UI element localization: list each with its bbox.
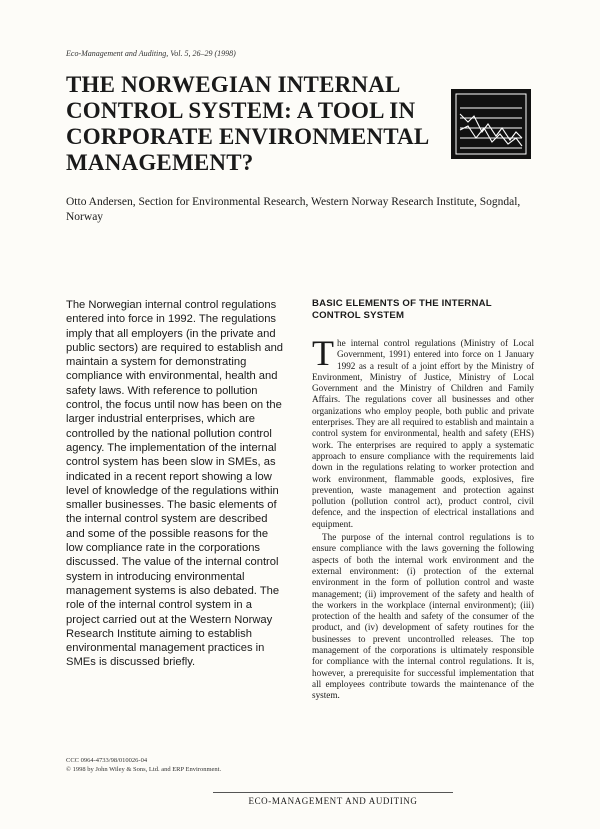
paragraph-1 [312,333,534,530]
running-footer: ECO-MANAGEMENT AND AUDITING [213,792,453,806]
paragraph-2: The purpose of the internal control regulations is to ensure compliance with the laws governing the following aspects of both the internal work environment and the external environment: (i) protection of the external environment in the form of pollution control and waste management; (ii) improvement of the safety and health of the workers in the workplace (internal environment); (iii) protection of the health and safety of the consumer of the product, and (iv) development of safety routines for the businesses to prevent uncontrolled releases. The top management of the corporations is ultimately responsible for compliance with the internal control regulations. It is, however, a prerequisite for successful implementation that all employees contribute towards the maintenance of the system. [312,532,534,701]
copyright-block [66,756,296,774]
abstract: The Norwegian internal control regulations entered into force in 1992. The regulations imply that all employers (in the private and public sectors) are required to establish and maintain a system for demonstrating compliance with environmental, health and safety laws. With reference to pollution control, the focus until now has been on the larger industrial enterprises, which are controlled by the national pollution control agency. The implementation of the internal control system has been slow in SMEs, as indicated in a recent report showing a low level of knowledge of the regulations within smaller businesses. The basic elements of the internal control system are described and some of the possible reasons for the low compliance rate in the corporations discussed. The value of the internal control system in introducing environmental management systems is also debated. The role of the internal control system in a project carried out at the Western Norway Research Institute aiming to establish environmental management practices in SMEs is discussed briefly. [66,299,284,669]
journal-logo [450,88,532,160]
copyright-line: © 1998 by John Wiley & Sons, Ltd. and ERP Environment. [66,766,222,773]
body-column [312,298,534,702]
drop-cap: T [312,333,334,373]
journal-citation: Eco-Management and Auditing, Vol. 5, 26–29 (1998) [66,49,236,58]
author-affiliation: Otto Andersen, Section for Environmental Research, Western Norway Research Institute, Sogndal, Norway [66,196,521,223]
paragraph-1-text: he internal control regulations (Ministry of Local Government, 1991) entered into force on 1 January 1992 as a result of a joint effort by the Ministry of Environment, Ministry of Justice, Ministry of Local Government and the Ministry of Children and Family Affairs. The regulations cover all businesses and other organizations who employ people, both public and private enterprises. They are all required to establish and maintain a control system for environmental, health and safety (EHS) work. The enterprises are required to apply a systematic approach to ensure compliance with the requirements laid down in the regulations relating to worker protection and work environment, flammable goods, explosives, fire prevention, waste management and protection against pollution (pollution control act), product control, civil defence, and the inspection of electrical installations and equipment. [312,338,534,529]
article-title: THE NORWEGIAN INTERNAL CONTROL SYSTEM: A TOOL IN CORPORATE ENVIRONMENTAL MANAGEMENT? [66,72,430,175]
section-heading: BASIC ELEMENTS OF THE INTERNAL CONTROL SYSTEM [312,298,492,321]
ccc-code: CCC 0964-4733/98/010026-04 [66,757,148,764]
